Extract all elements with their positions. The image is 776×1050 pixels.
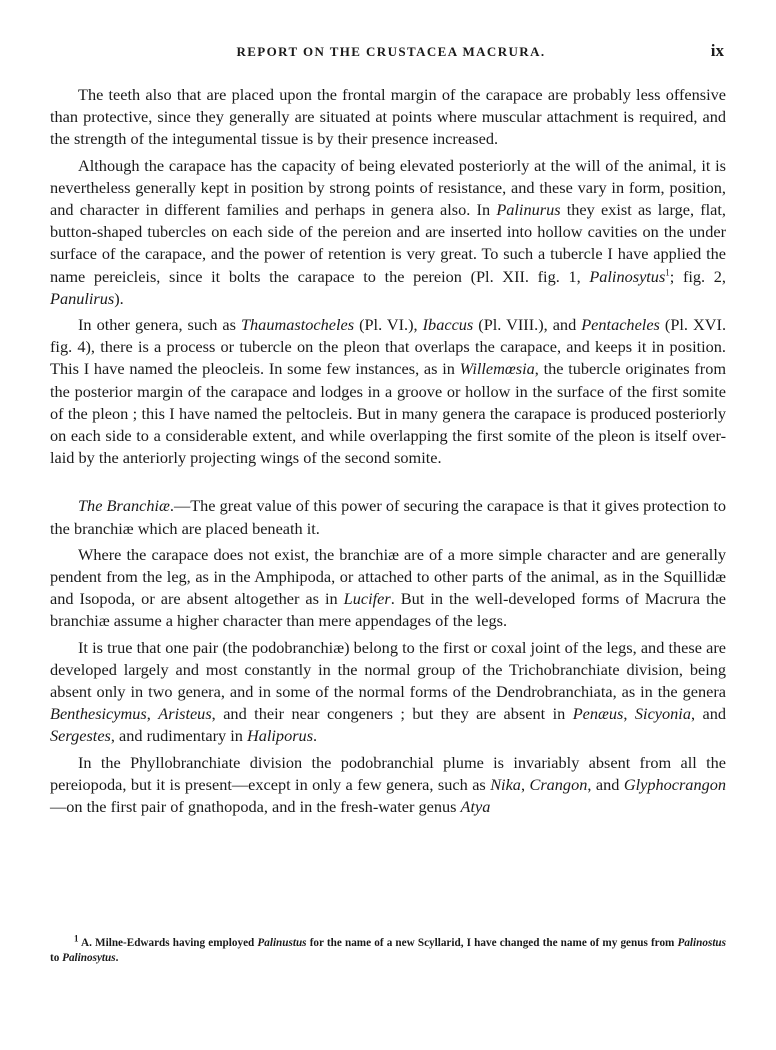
genus-name: Sergestes	[50, 726, 111, 746]
paragraph-3	[50, 314, 726, 469]
text-run: (Pl. VIII.), and	[473, 315, 582, 335]
genus-name: Sicyonia	[634, 704, 691, 724]
text-run: Where the carapace does not exist, the branchiæ are of a more simple character and are generally pendent from the leg, as in the Amphipoda, or attached to other parts of the animal, as in the Squillidæ and Isopoda, or are absent altogether as in	[50, 544, 726, 609]
text-run: A. Milne-Edwards having employed	[78, 937, 258, 949]
genus-name: Aristeus	[158, 704, 212, 724]
text-run: .	[313, 726, 318, 746]
genus-name: Nika	[490, 774, 521, 794]
text-run: In the Phyllobranchiate division the podobranchial plume is invariably absent from all the pereiopoda, but it is present—except in only a few genera, such as	[50, 752, 726, 794]
paragraph-6	[50, 637, 726, 748]
genus-name: Crangon	[529, 774, 588, 794]
genus-name: Ibaccus	[422, 315, 474, 335]
text-run: , and rudimentary in	[110, 726, 247, 746]
text-run: In other genera, such as	[78, 315, 241, 335]
text-run: (Pl. XVI. fig. 4), there is a process or tubercle on the pleon that overlaps the carapace, and keeps it in position. This I have named the pleocleis. In some few instances, as in	[50, 315, 727, 379]
genus-name: Glyphocrangon	[623, 774, 727, 794]
text-run: for the name of a new Scyllarid, I have changed the name of my genus from	[306, 937, 678, 949]
body-text	[50, 84, 726, 822]
paragraph-1	[50, 84, 726, 151]
text-run: .	[115, 952, 119, 964]
text-run: ,	[520, 774, 530, 794]
text-run: ; fig. 2,	[669, 266, 726, 286]
text-run: It is true that one pair (the podobranchiæ) belong to the first or coxal joint of the legs, and these are developed largely and most constantly in the normal group of the Trichobranchiate division, being absent only in two genera, and in some of the normal forms of the Dendrobranchiata, as in the genera	[50, 637, 726, 702]
text-run: ,	[623, 704, 635, 724]
footnote-marker[interactable]: 1	[665, 267, 670, 278]
running-header	[50, 41, 732, 66]
paragraph-7	[50, 752, 726, 819]
text-run: , and	[587, 774, 624, 794]
genus-name: Willemœsia	[459, 359, 535, 379]
text-run: ).	[114, 288, 124, 308]
section-heading: The Branchiæ	[78, 496, 170, 516]
genus-name: Pentacheles	[581, 315, 660, 335]
text-run: .—The great value of this power of securing the carapace is that it gives protection to the branchiæ which are placed beneath it.	[50, 496, 726, 538]
genus-name: Palinosytus	[589, 266, 666, 286]
page-number: ix	[710, 41, 724, 60]
text-run: they exist as large, flat, button-shaped tubercles on each side of the pereion and are inserted into hollow cavities on the under surface of the carapace, and the power of retention is very great. To such a tubercle I have applied the name pereicleis, since it bolts the carapace to the pereion (Pl. XII. fig. 1,	[50, 200, 726, 286]
text-run: . But in the well-developed forms of Macrura the branchiæ assume a higher character than mere appendages of the legs.	[50, 589, 726, 631]
text-run: The teeth also that are placed upon the frontal margin of the carapace are probably less offensive than protective, since they generally are situated at points where muscular attachment is required, and the strength of the integumental tissue is by their presence increased.	[50, 85, 726, 149]
genus-name: Palinustus	[257, 937, 307, 949]
text-run: ,	[146, 704, 159, 724]
footnote	[50, 933, 726, 966]
text-run: to	[50, 952, 63, 964]
genus-name: Panulirus	[50, 288, 115, 308]
genus-name: Penæus	[572, 704, 624, 724]
text-run: —on the first pair of gnathopoda, and in the fresh-water genus	[50, 797, 461, 817]
text-run: (Pl. VI.),	[354, 315, 423, 335]
genus-name: Palinostus	[677, 937, 726, 949]
text-run: Although the carapace has the capacity of being elevated posteriorly at the will of the animal, it is nevertheless generally kept in position by strong points of resistance, and these vary in form, position, and character in different families and perhaps in genera also. In	[50, 155, 726, 220]
genus-name: Lucifer	[343, 589, 391, 609]
genus-name: Haliporus	[246, 726, 314, 746]
text-run: , the tubercle originates from the posterior margin of the carapace and lodges in a groove or hollow in the surface of the first somite of the pleon ; this I have named the peltocleis. But in many genera the carapace is produced posteriorly on each side to a considerable extent, and while overlapping the first somite of the pleon is itself over-laid by the anteriorly projecting wings of the second somite.	[50, 359, 726, 468]
text-run: , and	[690, 704, 727, 724]
running-title: REPORT ON THE CRUSTACEA MACRURA.	[236, 44, 546, 59]
genus-name: Benthesicymus	[50, 704, 147, 724]
genus-name: Palinurus	[496, 200, 561, 220]
genus-name: Palinosytus	[62, 952, 116, 964]
footnote-marker: 1	[74, 933, 79, 944]
genus-name: Atya	[460, 797, 491, 817]
paragraph-5	[50, 544, 726, 633]
paragraph-4-section-branchiae	[50, 495, 726, 539]
genus-name: Thaumastocheles	[240, 315, 355, 335]
text-run: , and their near congeners ; but they are absent in	[211, 704, 573, 724]
paragraph-2	[50, 155, 726, 310]
